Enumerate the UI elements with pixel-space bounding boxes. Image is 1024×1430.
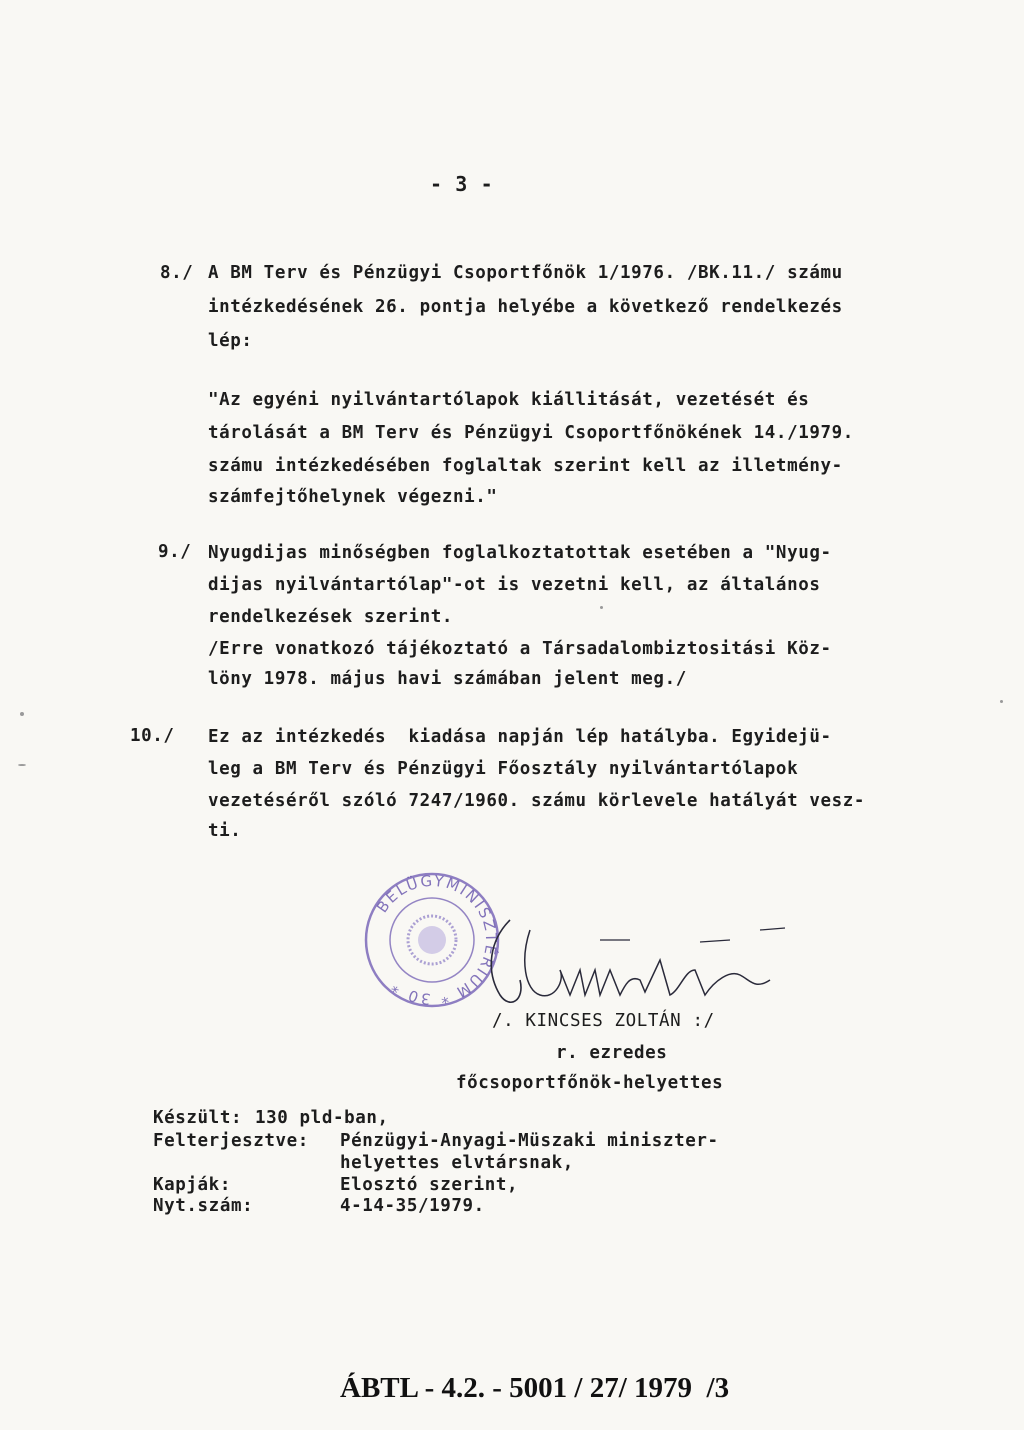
item-number-8: 8./: [160, 263, 194, 283]
item-10-line-3: vezetéséről szóló 7247/1960. számu körlevele hatályát vesz-: [208, 791, 866, 811]
quote-line-1: "Az egyéni nyilvántartólapok kiállitását, vezetését és: [208, 390, 810, 410]
distribution-value-2: Pénzügyi-Anyagi-Müszaki miniszter-: [340, 1131, 719, 1151]
scan-speck: [20, 712, 24, 716]
item-10-line-1: Ez az intézkedés kiadása napján lép hatályba. Egyidejü-: [208, 727, 832, 747]
scan-speck: [18, 764, 26, 766]
item-number-9: 9./: [158, 542, 192, 562]
distribution-value-4: Elosztó szerint,: [340, 1175, 519, 1195]
distribution-value-1: 130 pld-ban,: [255, 1108, 389, 1128]
scan-speck: [1000, 700, 1003, 703]
distribution-label-4: Kapják:: [153, 1175, 231, 1195]
item-9-line-1: Nyugdijas minőségben foglalkoztatottak esetében a "Nyug-: [208, 543, 832, 563]
item-9-line-4: /Erre vonatkozó tájékoztató a Társadalombiztositási Köz-: [208, 639, 832, 659]
page-number: - 3 -: [430, 172, 494, 196]
signatory-title: főcsoportfőnök-helyettes: [456, 1073, 724, 1093]
signatory-rank: r. ezredes: [556, 1043, 668, 1063]
item-10-line-2: leg a BM Terv és Pénzügyi Főosztály nyilvántartólapok: [208, 759, 799, 779]
distribution-label-5: Nyt.szám:: [153, 1196, 254, 1216]
distribution-label-2: Felterjesztve:: [153, 1131, 309, 1151]
quote-line-2: tárolását a BM Terv és Pénzügyi Csoportfőnökének 14./1979.: [208, 423, 854, 443]
distribution-value-5: 4-14-35/1979.: [340, 1196, 485, 1216]
item-number-10: 10./: [130, 726, 175, 746]
item-9-line-5: löny 1978. május havi számában jelent meg./: [208, 669, 687, 689]
distribution-value-3: helyettes elvtársnak,: [340, 1153, 574, 1173]
stamp-text: BELÜGYMINISZTÉRIUM * 30 *: [372, 871, 501, 1009]
item-8-line-2: intézkedésének 26. pontja helyébe a következő rendelkezés: [208, 297, 843, 317]
item-10-line-4: ti.: [208, 821, 242, 841]
quote-line-4: számfejtőhelynek végezni.": [208, 487, 498, 507]
signatory-name: /. KINCSES ZOLTÁN :/: [492, 1011, 715, 1031]
scan-speck: [600, 606, 603, 609]
item-9-line-3: rendelkezések szerint.: [208, 607, 453, 627]
archive-reference: ÁBTL - 4.2. - 5001 / 27/ 1979 /3: [340, 1372, 730, 1404]
item-8-line-1: A BM Terv és Pénzügyi Csoportfőnök 1/1976. /BK.11./ számu: [208, 263, 843, 283]
item-9-line-2: dijas nyilvántartólap"-ot is vezetni kell, az általános: [208, 575, 821, 595]
quote-line-3: számu intézkedésében foglaltak szerint kell az illetmény-: [208, 456, 843, 476]
distribution-label-1: Készült:: [153, 1108, 243, 1128]
item-8-line-3: lép:: [208, 331, 253, 351]
